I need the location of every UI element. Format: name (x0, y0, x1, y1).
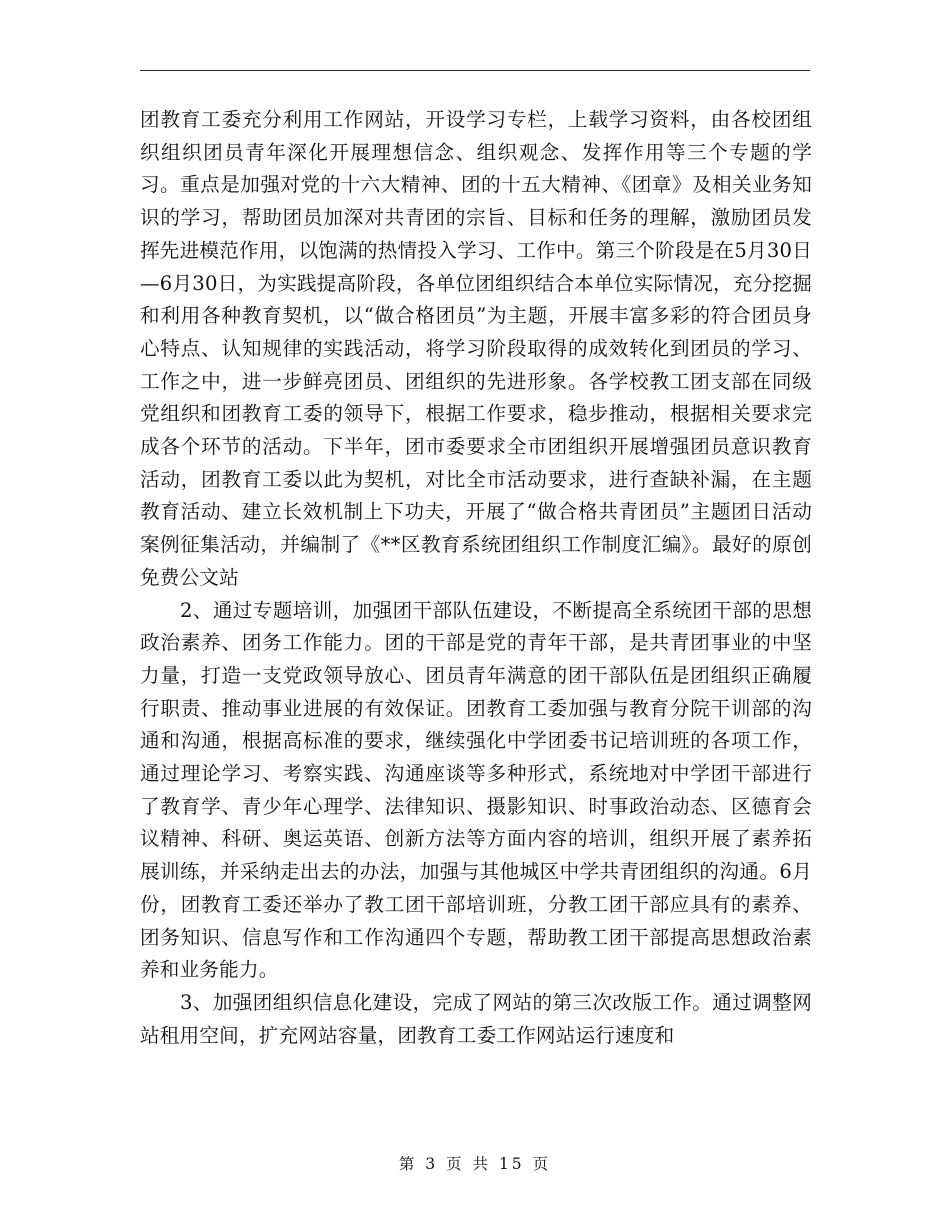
document-body (140, 104, 812, 1052)
page-number: 第 3 页 共 15 页 (398, 1155, 552, 1173)
paragraph-continued: 团教育工委充分利用工作网站，开设学习专栏，上载学习资料，由各校团组织组织团员青年深化开展理想信念、组织观念、发挥作用等三个专题的学习。重点是加强对党的十六大精神、团的十五大精神、《团章》及相关业务知识的学习，帮助团员加深对共青团的宗旨、目标和任务的理解，激励团员发挥先进模范作用，以饱满的热情投入学习、工作中。第三个阶段是在5月30日—6月30日，为实践提高阶段，各单位团组织结合本单位实际情况，充分挖掘和利用各种教育契机，以“做合格团员”为主题，开展丰富多彩的符合团员身心特点、认知规律的实践活动，将学习阶段取得的成效转化到团员的学习、工作之中，进一步鲜亮团员、团组织的先进形象。各学校教工团支部在同级党组织和团教育工委的领导下，根据工作要求，稳步推动，根据相关要求完成各个环节的活动。下半年，团市委要求全市团组织开展增强团员意识教育活动，团教育工委以此为契机，对比全市活动要求，进行查缺补漏，在主题教育活动、建立长效机制上下功夫，开展了“做合格共青团员”主题团日活动案例征集活动，并编制了《**区教育系统团组织工作制度汇编》。最好的原创免费公文站 (140, 108, 812, 589)
paragraph-item-2: 2、通过专题培训，加强团干部队伍建设，不断提高全系统团干部的思想政治素养、团务工作能力。团的干部是党的青年干部，是共青团事业的中坚力量，打造一支党政领导放心、团员青年满意的团干部队伍是团组织正确履行职责、推动事业进展的有效保证。团教育工委加强与教育分院干训部的沟通和沟通，根据高标准的要求，继续强化中学团委书记培训班的各项工作，通过理论学习、考察实践、沟通座谈等多种形式，系统地对中学团干部进行了教育学、青少年心理学、法律知识、摄影知识、时事政治动态、区德育会议精神、科研、奥运英语、创新方法等方面内容的培训，组织开展了素养拓展训练，并采纳走出去的办法，加强与其他城区中学共青团组织的沟通。6月份，团教育工委还举办了教工团干部培训班，分教工团干部应具有的素养、团务知识、信息写作和工作沟通四个专题，帮助教工团干部提高思想政治素养和业务能力。 (140, 598, 812, 982)
paragraph-item-3: 3、加强团组织信息化建设，完成了网站的第三次改版工作。通过调整网站租用空间，扩充网站容量，团教育工委工作网站运行速度和 (140, 990, 812, 1047)
header-rule (140, 70, 810, 71)
